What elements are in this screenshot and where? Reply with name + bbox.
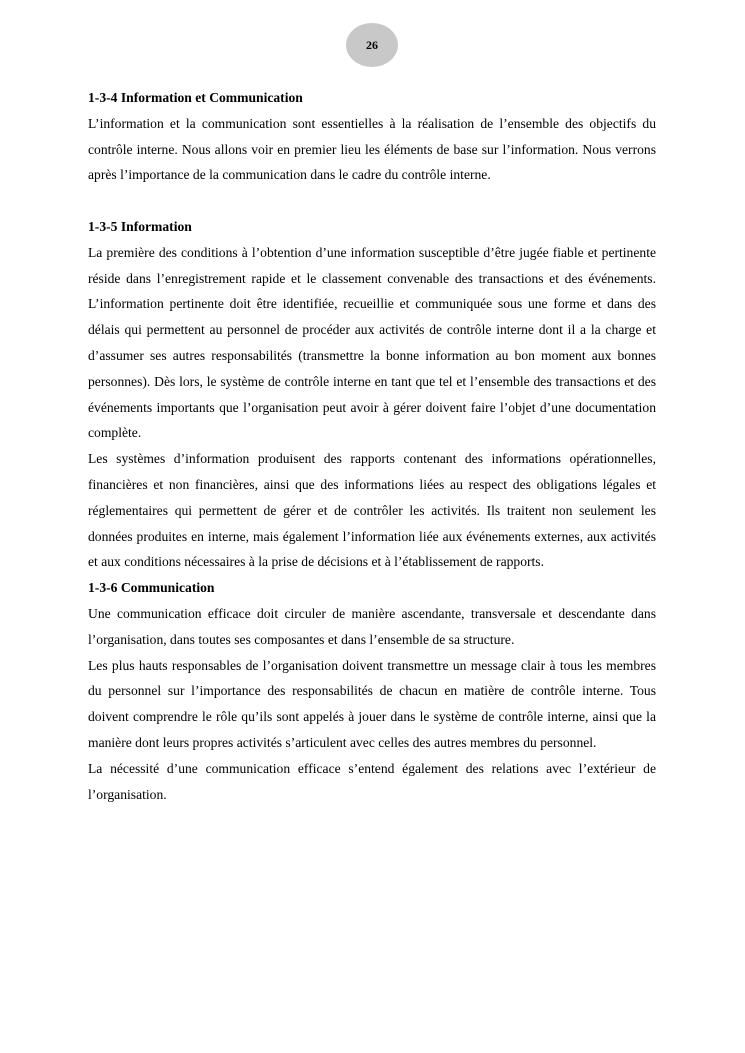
section-heading: 1-3-5 Information [88,218,192,234]
paragraph: La première des conditions à l’obtention d’une information susceptible d’être jugée fiable et pertinente réside dans l’enregistrement rapide et le classement convenable des transactions et des événements. L’information pertinente doit être identifiée, recueillie et communiquée sous une forme et dans des délais qui permettent au personnel de procéder aux activités de contrôle interne dont il a la charge et d’assumer ses autres responsabilités (transmettre la bonne information au bon moment aux bonnes personnes). Dès lors, le système de contrôle interne en tant que tel et l’ensemble des transactions et des événements importants que l’organisation peut avoir à gérer doivent faire l’objet d’une documentation complète. [88,244,656,441]
paragraph: Les systèmes d’information produisent des rapports contenant des informations opérationnelles, financières et non financières, ainsi que des informations liées au respect des obligations légales et réglementaires qui permettent de gérer et de contrôler les activités. Ils traitent non seulement les données produites en interne, mais également l’information liée aux événements externes, aux activités et aux conditions nécessaires à la prise de décisions et à l’établissement de rapports. [88,451,656,570]
paragraph: Une communication efficace doit circuler de manière ascendante, transversale et descendante dans l’organisation, dans toutes ses composantes et dans l’ensemble de sa structure. [88,605,656,647]
page-number: 26 [366,37,378,52]
section-1-3-5 [88,214,656,575]
page-number-badge [346,23,398,67]
section-1-3-4 [88,85,656,188]
paragraph: Les plus hauts responsables de l’organisation doivent transmettre un message clair à tous les membres du personnel sur l’importance des responsabilités de chacun en matière de contrôle interne. Tous doivent comprendre le rôle qu’ils sont appelés à jouer dans le système de contrôle interne, ainsi que la manière dont leurs propres activités s’articulent avec celles des autres membres du personnel. [88,657,656,750]
section-1-3-6 [88,575,656,807]
section-spacer [88,188,656,214]
paragraph: L’information et la communication sont essentielles à la réalisation de l’ensemble des objectifs du contrôle interne. Nous allons voir en premier lieu les éléments de base sur l’information. Nous verrons après l’importance de la communication dans le cadre du contrôle interne. [88,115,656,183]
section-heading: 1-3-4 Information et Communication [88,90,303,105]
document-body [88,85,656,807]
paragraph: La nécessité d’une communication efficace s’entend également des relations avec l’extérieur de l’organisation. [88,760,656,802]
section-heading: 1-3-6 Communication [88,580,215,596]
